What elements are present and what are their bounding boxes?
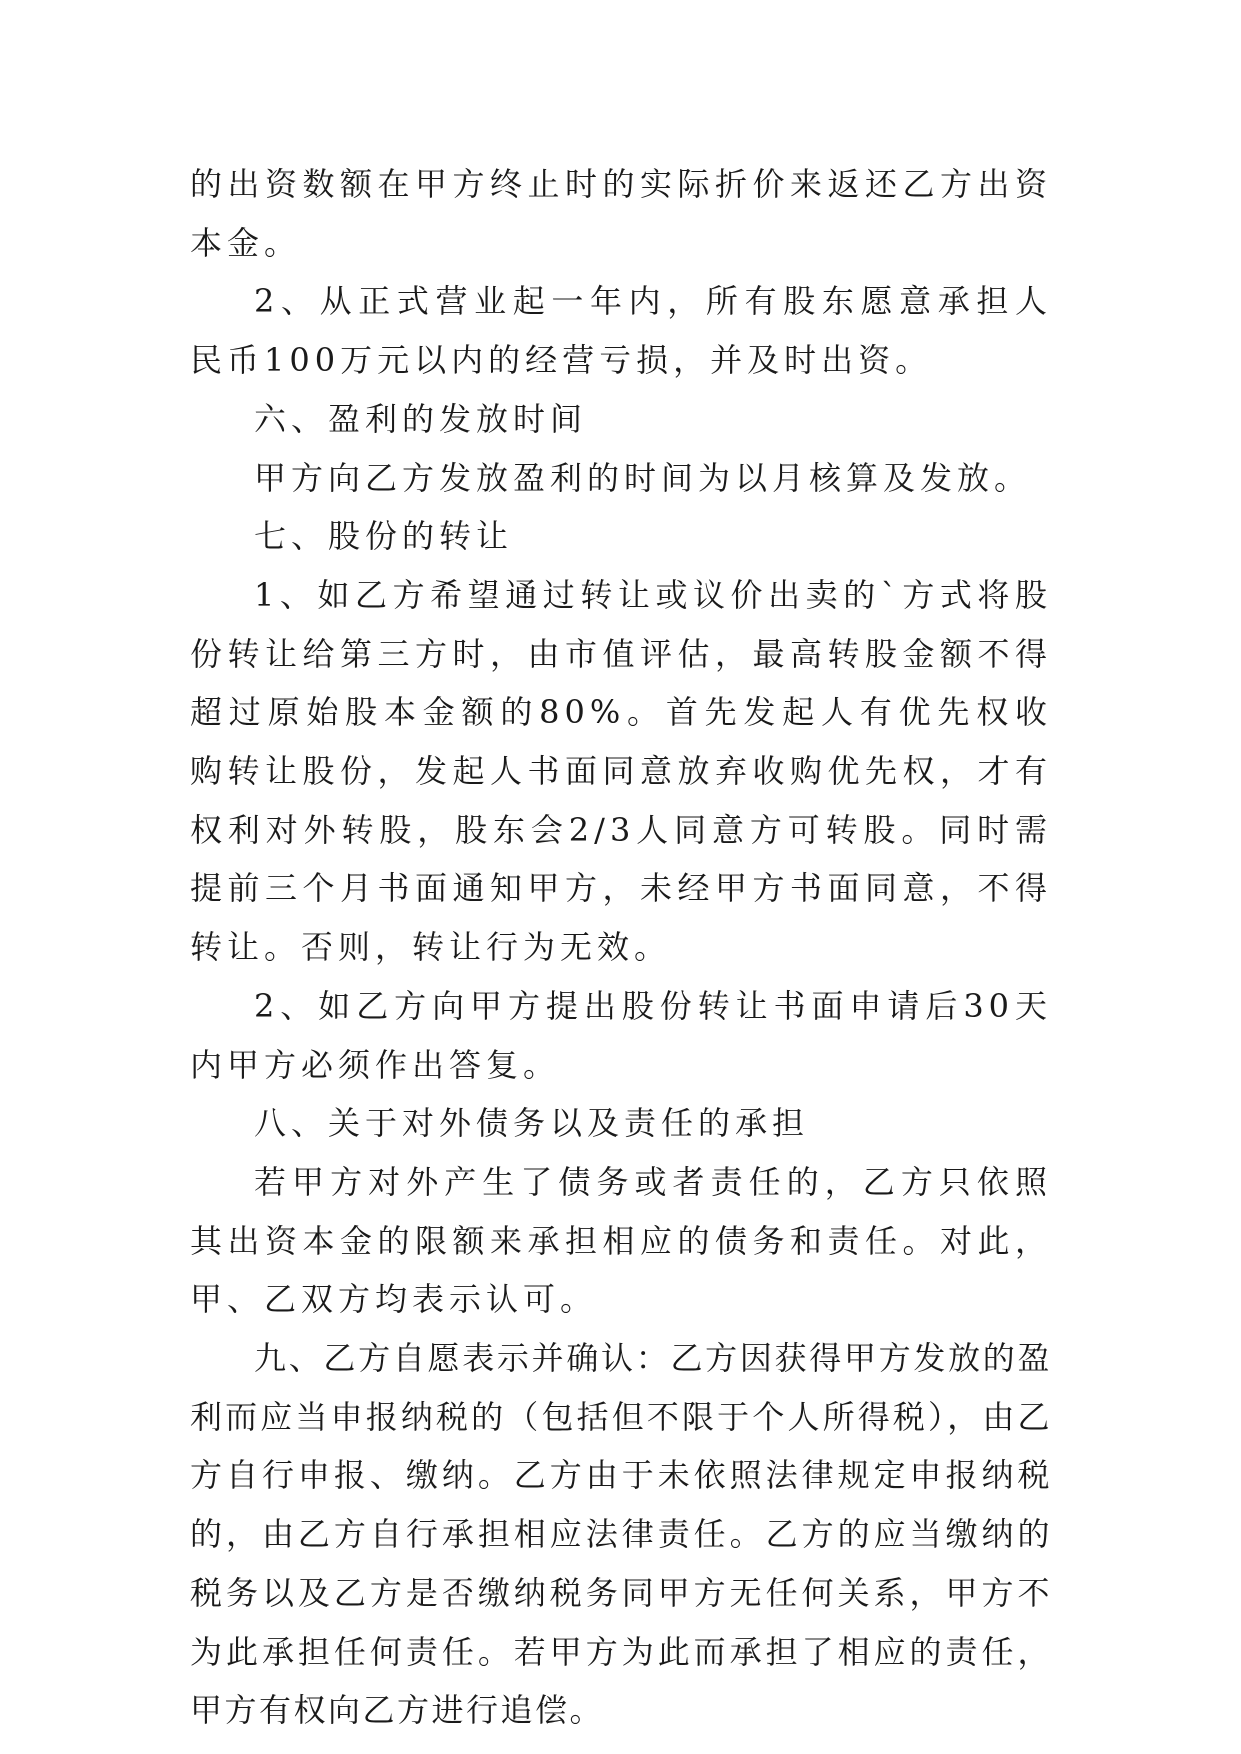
section-heading-share-transfer: 七、股份的转让 xyxy=(254,517,514,556)
paragraph-loss-bearing: 2、从正式营业起一年内，所有股东愿意承担人民币100万元以内的经营亏损，并及时出资。 xyxy=(190,282,1052,380)
paragraph-refund-clause-end: 的出资数额在甲方终止时的实际折价来返还乙方出资本金。 xyxy=(190,165,1052,262)
section-heading-profit-distribution-time: 六、盈利的发放时间 xyxy=(254,399,588,438)
document-body xyxy=(190,155,1052,1740)
paragraph-share-transfer-terms: 1、如乙方希望通过转让或议价出卖的`方式将股份转让给第三方时，由市值评估，最高转股金额不得超过原始股本金额的80%。首先发起人有优先权收购转让股份，发起人书面同意放弃收购优先权，才有权利对外转股，股东会2/3人同意方可转股。同时需提前三个月书面通知甲方，未经甲方书面同意，不得转让。否则，转让行为无效。 xyxy=(190,575,1052,967)
paragraph-tax-declaration: 九、乙方自愿表示并确认：乙方因获得甲方发放的盈利而应当申报纳税的（包括但不限于个人所得税），由乙方自行申报、缴纳。乙方由于未依照法律规定申报纳税的，由乙方自行承担相应法律责任。乙方的应当缴纳的税务以及乙方是否缴纳税务同甲方无任何关系，甲方不为此承担任何责任。若甲方为此而承担了相应的责任，甲方有权向乙方进行追偿。 xyxy=(190,1339,1052,1730)
paragraph-transfer-reply: 2、如乙方向甲方提出股份转让书面申请后30天内甲方必须作出答复。 xyxy=(190,986,1052,1084)
section-heading-external-debts: 八、关于对外债务以及责任的承担 xyxy=(254,1104,810,1143)
paragraph-profit-distribution: 甲方向乙方发放盈利的时间为以月核算及发放。 xyxy=(254,458,1032,497)
paragraph-debt-liability: 若甲方对外产生了债务或者责任的，乙方只依照其出资本金的限额来承担相应的债务和责任。对此，甲、乙双方均表示认可。 xyxy=(190,1162,1052,1319)
